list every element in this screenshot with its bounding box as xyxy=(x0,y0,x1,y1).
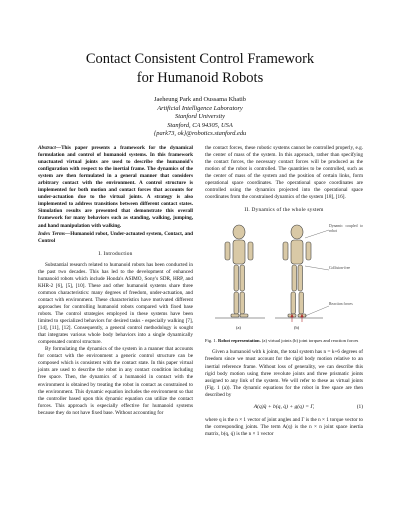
left-column xyxy=(38,145,193,417)
affiliation: Artificial Intelligence Laboratory xyxy=(157,104,243,112)
paper-title xyxy=(0,50,400,88)
equation-1 xyxy=(205,402,363,414)
figure-label-bottom: Reaction forces xyxy=(329,302,353,307)
title-line-2: for Humanoid Robots xyxy=(136,70,264,86)
figure-sublabel-a: (a) xyxy=(236,325,241,331)
figure-caption-label: Fig. 1. xyxy=(205,338,217,344)
figure-caption-bold: Robot representation. xyxy=(218,338,261,344)
section-heading-introduction: I. Introduction xyxy=(98,250,133,257)
author-names: Jaeheung Park and Oussama Khatib xyxy=(154,96,246,103)
figure-caption-text: (a) virtual joints (b) joint torques and reaction forces xyxy=(261,338,359,344)
figure-sublabel-b: (b) xyxy=(294,325,300,331)
email: {park73, ok}@robotics.stanford.edu xyxy=(153,130,247,138)
equation-number: (1) xyxy=(356,403,363,410)
figure-1 xyxy=(205,218,363,336)
section-heading-dynamics: II. Dynamics of the whole system xyxy=(244,207,324,214)
author-block xyxy=(0,96,400,139)
figure-1-caption xyxy=(205,338,363,344)
equation-body: A(q)q̈ + b(q, q̇) + g(q) = Γ, xyxy=(253,403,315,410)
continued-paragraph: the contact forces, these robotic systems cannot be controlled properly, e.g. the center of mass of the system. In this approach, rather than specifying the contact forces, the necessary contact forces will be produced as the motion of the robot is controlled. The quantities to be controlled, such as the center of mass of the system and the position of certain links, form operational space coordinates. The operational space coordinates are controlled using the dynamics projected into the operational space coordinates from the constrained dynamics of the system [18], [16]. xyxy=(205,145,363,201)
robot-drawing-b xyxy=(283,225,311,317)
abstract xyxy=(38,145,193,230)
figure-label-mid: Collision-free xyxy=(329,266,351,271)
index-terms-label: Index Terms— xyxy=(38,230,71,237)
university: Stanford University xyxy=(175,113,225,121)
dynamics-paragraph: Given a humanoid with k joints, the total system has n = k+6 degrees of freedom since we must account for the rigid body motion relative to an inertial reference frame. Without loss of generality, we can describe this rigid body motion using three revolute joints and three prismatic joints assigned to any link of the system. We will refer to these as virtual joints (Fig. 1 (a)). The dynamic equations for the robot in free space are then described by xyxy=(205,349,363,398)
index-terms-text: Humanoid robot, Under-actuated system, Contact, and Control xyxy=(38,230,193,244)
index-terms xyxy=(38,231,193,245)
after-equation-paragraph: where q is the n × 1 vector of joint angles and Γ is the n × 1 torque vector to the corresponding joints. The term A(q) is the n × n joint space inertia matrix, b(q, q̇) is the n × 1 vector xyxy=(205,416,363,437)
robot-drawing-a xyxy=(225,225,253,317)
right-column xyxy=(205,145,363,438)
figure-label-top: Dynamic coupled to robot xyxy=(329,224,363,234)
intro-paragraph-1: Substantial research related to humanoid robots has been conducted in the past two decades. This has led to the development of enhanced humanoid robots which include Honda's ASIMO, Sony's SDR, HRP, and KHR-2 [6], [5], [10]. These and other humanoid systems share three common characteristics: many degrees of freedom, under-actuation, and contact with environment. These characteristics have motivated different approaches for controlling humanoid robots compared with fixed base robots. The control strategies employed in these systems have been limited to specialized behaviors for desired tasks - especially walking [7], [14], [11], [12]. Consequently, a general control methodology is sought that integrates various whole body behaviors into a single dynamically compensated control structure. xyxy=(38,261,193,346)
abstract-text: This paper presents a framework for the dynamical formulation and control of humanoid systems. In this framework unactuated virtual joints are used to describe the humanoid's configuration with respect to the inertial frame. The dynamics of the system are then formulated in a general manner that considers arbitrary contact with the environment. A control structure is implemented for both motion and contact forces that accounts for under-actuation due to the virtual joints. A strategy is also implemented to address transitions between different contact states. Simulation results are presented that demonstrate this overall framework for many behaviors such as standing, walking, jumping, and hand manipulation with walking. xyxy=(38,145,193,229)
robot-figure-graphic xyxy=(205,218,363,336)
title-line-1: Contact Consistent Control Framework xyxy=(85,51,315,67)
abstract-label: Abstract— xyxy=(38,145,62,151)
intro-paragraph-2: By formulating the dynamics of the system in a manner that accounts for contact with the environment a generic control structure can be composed which is consistent with the contact state. In this paper virtual joints are used to describe the robot in any contact condition including free space. Then, the dynamics of a humanoid in contact with the environment is obtained by treating the robot in contact as constrained to the environment. This dynamic equation includes the environment so that the controller based upon this dynamic equation can utilize the contact forces. This approach is especially effective for humanoid systems because they do not have fixed base. Without accounting for xyxy=(38,346,193,416)
address: Stanford, CA 94305, USA xyxy=(167,121,233,129)
